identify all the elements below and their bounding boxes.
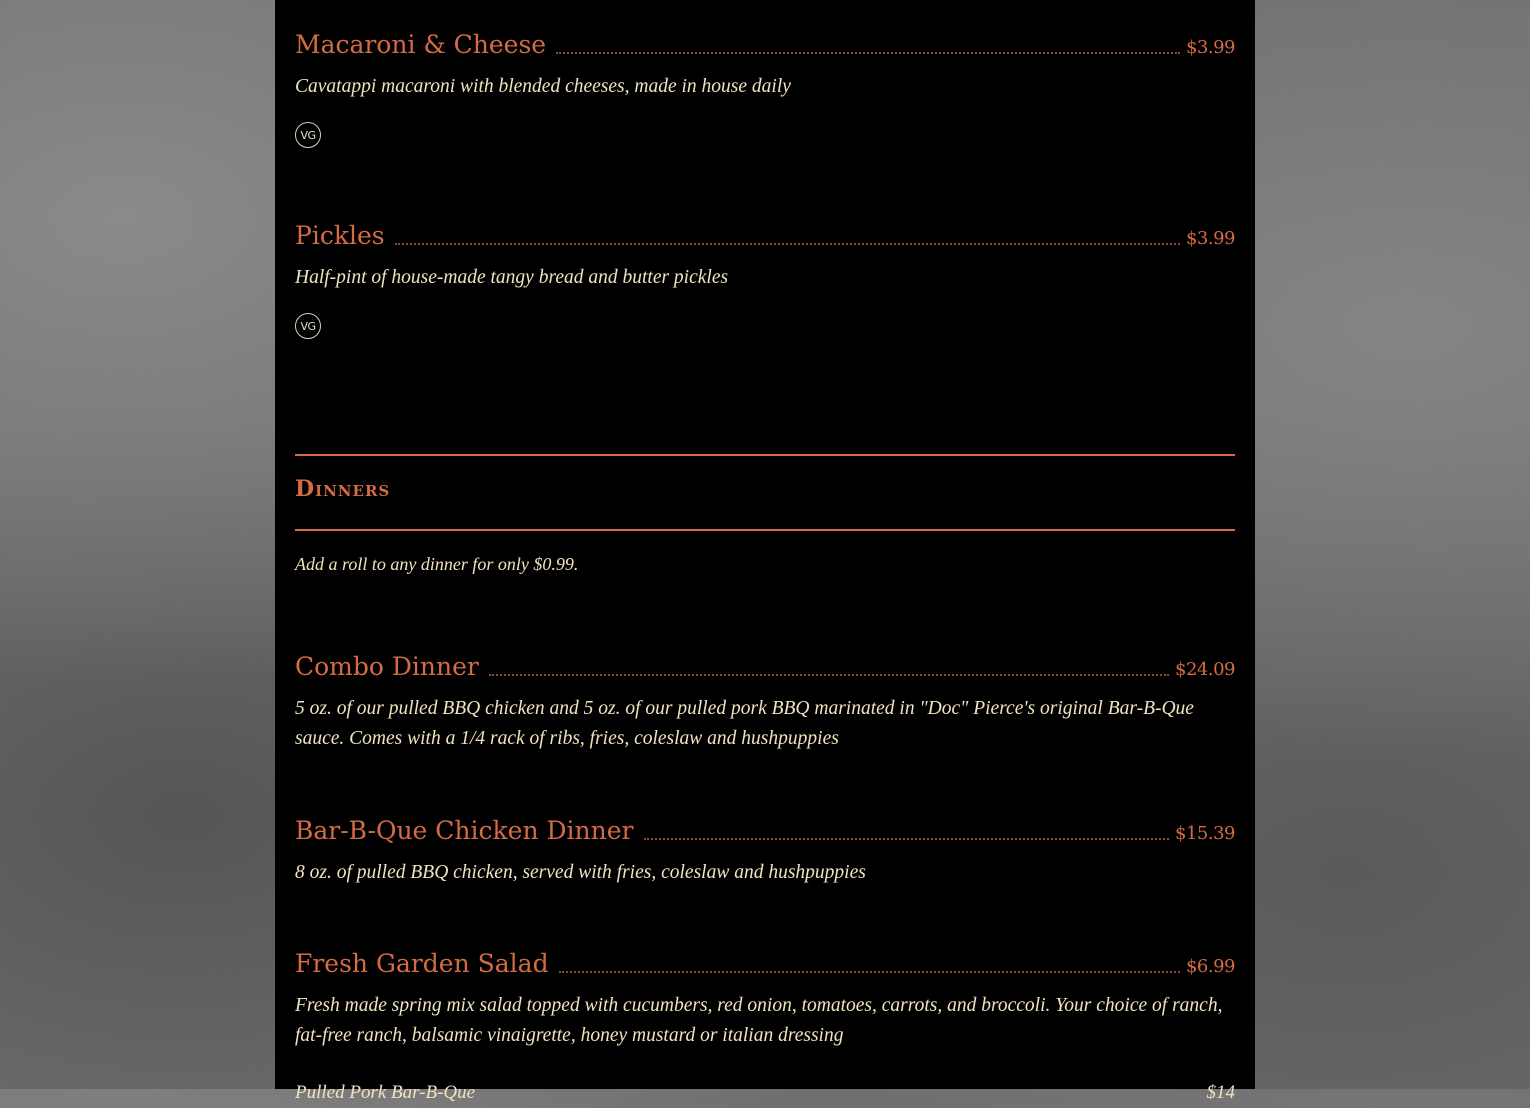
- menu-item-macaroni-cheese[interactable]: [295, 30, 1235, 148]
- menu-item-name: Macaroni & Cheese: [295, 30, 547, 59]
- menu-item-name: Pulled Pork Bar-B-Que: [295, 1082, 476, 1103]
- section-divider-bottom: [295, 529, 1235, 531]
- menu-item-header: [295, 652, 1235, 682]
- section-title: Dinners: [295, 476, 391, 502]
- menu-item-price: $14: [1206, 1082, 1235, 1103]
- menu-item-pickles[interactable]: [295, 221, 1235, 339]
- menu-item-description: Fresh made spring mix salad topped with cucumbers, red onion, tomatoes, carrots, and broccoli. Your choice of ranch, fat-free ranch, balsamic vinaigrette, honey mustard or italian dressing: [295, 995, 1223, 1046]
- menu-item-bbq-chicken-dinner[interactable]: [295, 816, 1235, 888]
- dotted-leader: [489, 674, 1169, 676]
- menu-item-price: $3.99: [1185, 37, 1235, 58]
- vegetarian-badge-icon: VG: [295, 122, 321, 148]
- menu-item-combo-dinner[interactable]: [295, 652, 1235, 754]
- menu-item-description: 5 oz. of our pulled BBQ chicken and 5 oz. of our pulled pork BBQ marinated in "Doc" Pierce's original Bar-B-Que sauce. Comes with a 1/4 rack of ribs, fries, coleslaw and hushpuppies: [295, 698, 1194, 749]
- menu-item-name: Fresh Garden Salad: [295, 949, 549, 978]
- menu-item-header: [295, 30, 1235, 60]
- menu-item-header: [295, 816, 1235, 846]
- menu-item-name: Bar-B-Que Chicken Dinner: [295, 816, 634, 845]
- menu-item-fresh-garden-salad[interactable]: [295, 949, 1235, 1051]
- menu-item-price: $15.39: [1175, 823, 1235, 844]
- menu-item-description: Half-pint of house-made tangy bread and butter pickles: [295, 267, 729, 288]
- menu-item-price: $3.99: [1185, 228, 1235, 249]
- menu-item-price: $24.09: [1175, 659, 1235, 680]
- menu-item-name: Combo Dinner: [295, 652, 479, 681]
- menu-item-cut-off[interactable]: [295, 1078, 1235, 1103]
- menu-panel: [275, 0, 1255, 1103]
- menu-item-price: $6.99: [1185, 956, 1235, 977]
- menu-item-description: Cavatappi macaroni with blended cheeses, made in house daily: [295, 76, 791, 97]
- menu-item-header: [295, 949, 1235, 979]
- dotted-leader: [644, 838, 1170, 840]
- section-divider-top: [295, 454, 1235, 456]
- menu-item-name: Pickles: [295, 221, 385, 250]
- section-note: Add a roll to any dinner for only $0.99.: [295, 554, 579, 574]
- dotted-leader: [556, 52, 1180, 54]
- menu-item-description: 8 oz. of pulled BBQ chicken, served with fries, coleslaw and hushpuppies: [295, 862, 866, 883]
- menu-item-header: [295, 221, 1235, 251]
- vegetarian-badge-icon: VG: [295, 313, 321, 339]
- dotted-leader: [395, 243, 1180, 245]
- dotted-leader: [559, 971, 1180, 973]
